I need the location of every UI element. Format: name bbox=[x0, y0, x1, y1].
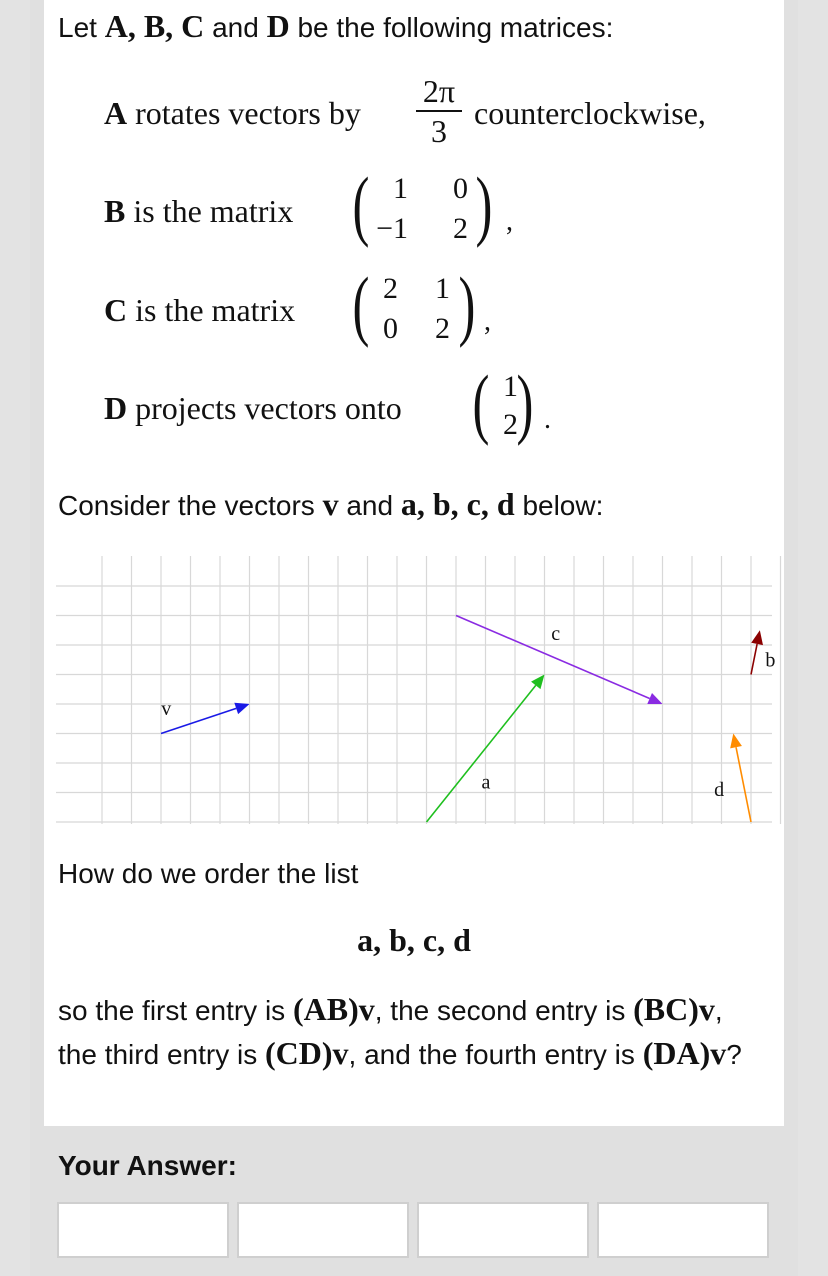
angle-fraction: 2π 3 bbox=[416, 74, 462, 148]
question-card: Let A, B, C and D be the following matrices: A rotates vectors by 2π 3 counterclockwise, B is the matrix ( 1 0 −1 2 ) , C is the matrix ( 2 1 0 2 ) , D projects vectors onto ( 1 2 ) . Consider the vectors v and a, b, c, d below: v a b c d How do we order the list a, b, c, d so the first entry is (AB)v, the second entry is (BC)v, the third entry is (CD)v, and the fourth entry is (DA)v? bbox=[44, 0, 784, 1126]
answer-field-3[interactable] bbox=[417, 1202, 589, 1258]
vector-d bbox=[714, 734, 751, 823]
vector-a-label: a bbox=[481, 771, 491, 794]
expr-da: (DA)v bbox=[642, 1035, 727, 1071]
answer-field-4[interactable] bbox=[597, 1202, 769, 1258]
vector-c-label: c bbox=[551, 622, 561, 645]
question-paragraph: so the first entry is (AB)v, the second entry is (BC)v, the third entry is (CD)v, and the fourth entry is (DA)v? bbox=[58, 991, 742, 1071]
left-margin bbox=[30, 0, 44, 1276]
vector-d-shaft bbox=[736, 747, 751, 822]
vector-v-label: v bbox=[161, 697, 172, 720]
vector-b-head bbox=[751, 630, 763, 645]
vector-a-head bbox=[531, 675, 544, 690]
def-b: B is the matrix bbox=[104, 193, 294, 229]
answer-field-1[interactable] bbox=[57, 1202, 229, 1258]
expr-cd: (CD)v bbox=[264, 1035, 349, 1071]
vector-c bbox=[456, 616, 663, 705]
consider-line: Consider the vectors v and a, b, c, d below: bbox=[58, 486, 604, 522]
vector-a-shaft bbox=[427, 685, 536, 822]
expr-ab: (AB)v bbox=[292, 991, 375, 1027]
matrix-symbols: A, B, C bbox=[104, 8, 205, 44]
vector-v-shaft bbox=[161, 708, 236, 733]
vector-b bbox=[751, 630, 775, 674]
answer-label: Your Answer: bbox=[58, 1150, 237, 1181]
answer-field-2[interactable] bbox=[237, 1202, 409, 1258]
ordered-list: a, b, c, d bbox=[357, 922, 471, 958]
vector-diagram bbox=[56, 556, 776, 826]
expr-bc: (BC)v bbox=[633, 991, 715, 1027]
vector-v-head bbox=[234, 703, 249, 714]
vector-b-label: b bbox=[765, 649, 776, 672]
def-c: C is the matrix bbox=[104, 292, 296, 328]
vector-d-label: d bbox=[714, 778, 725, 801]
vector-b-shaft bbox=[751, 644, 757, 675]
vector-d-head bbox=[730, 734, 742, 749]
question-line: How do we order the list bbox=[58, 858, 359, 889]
def-d: D projects vectors onto bbox=[104, 390, 402, 426]
def-a: A rotates vectors by bbox=[104, 95, 361, 131]
right-margin bbox=[784, 0, 798, 1276]
vector-v bbox=[161, 698, 250, 734]
intro-line: Let A, B, C and D be the following matrices: bbox=[58, 8, 614, 44]
